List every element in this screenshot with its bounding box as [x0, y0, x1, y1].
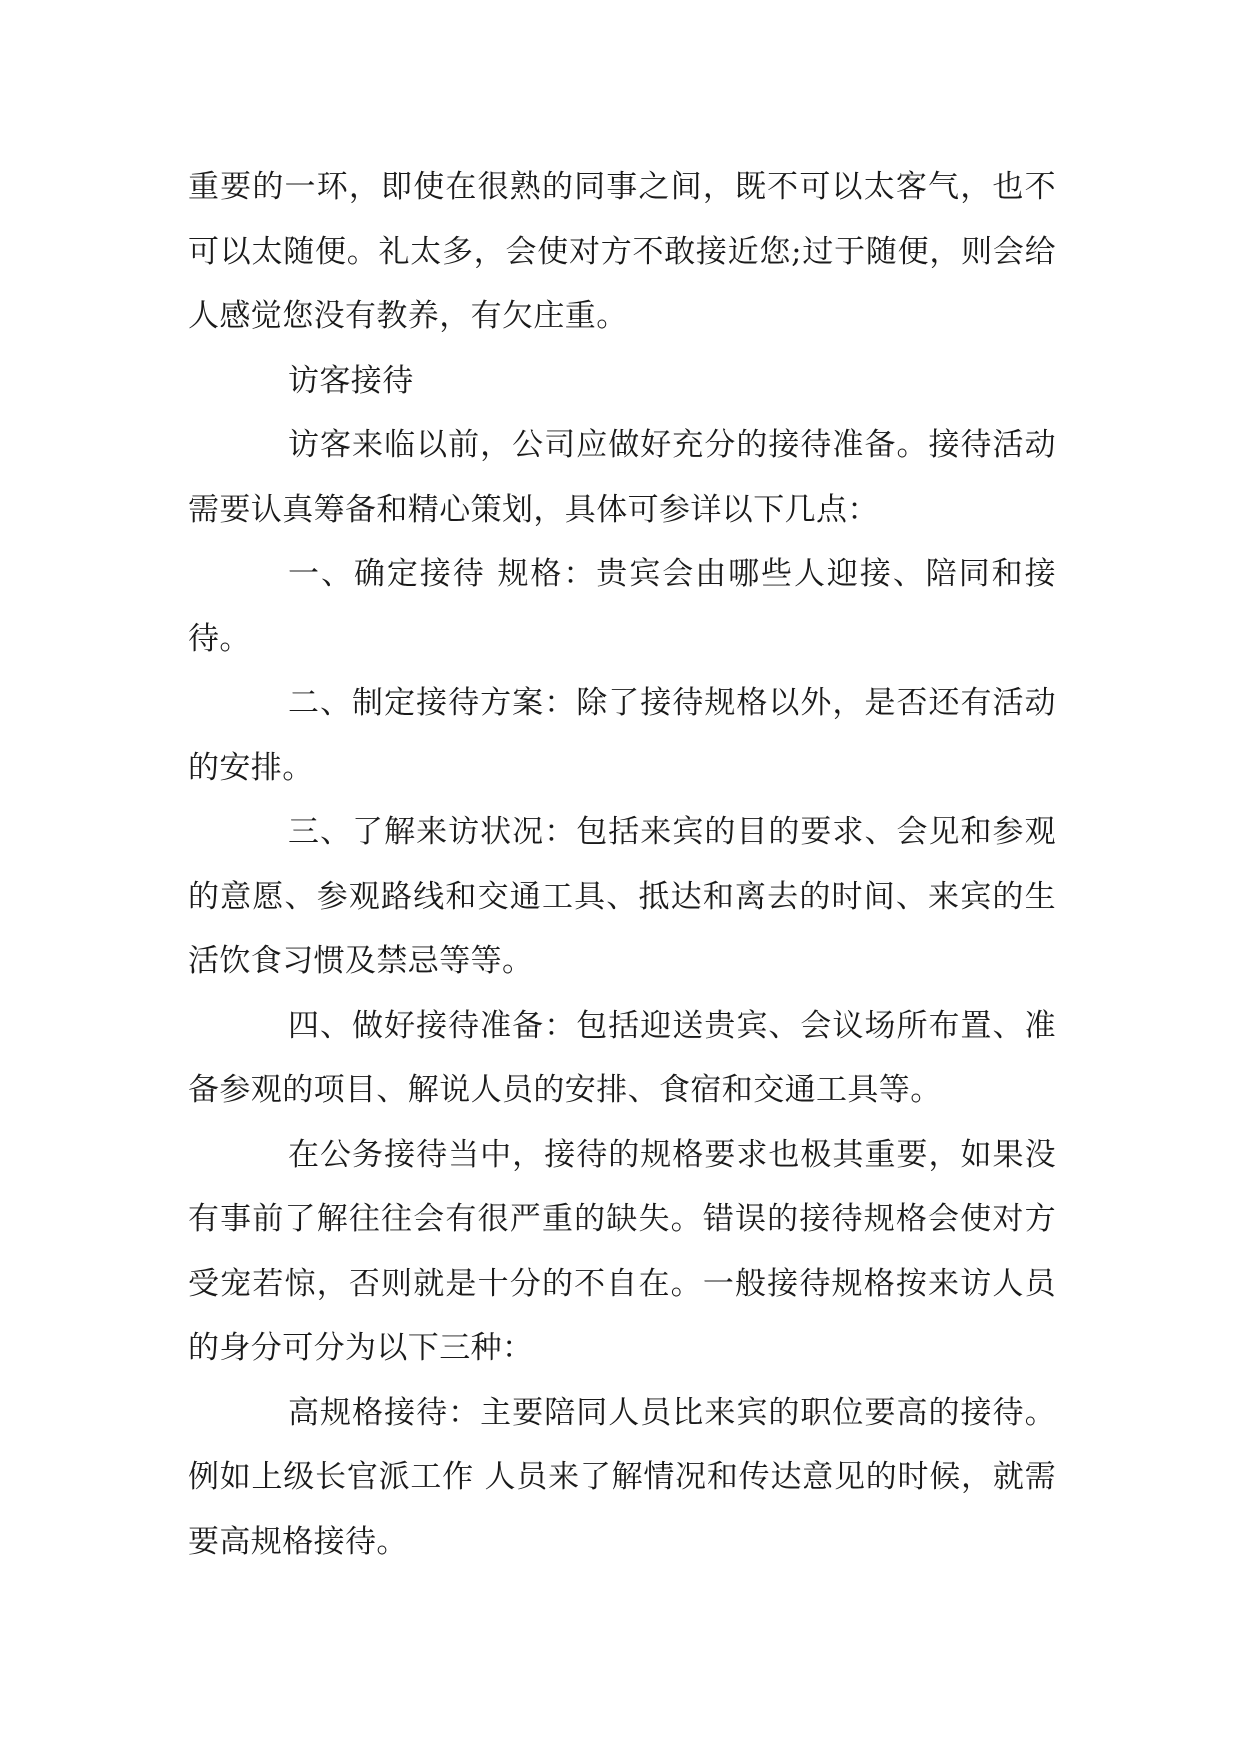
- paragraph-preparation: 访客来临以前，公司应做好充分的接待准备。接待活动需要认真筹备和精心策划，具体可参详以下几点：: [188, 427, 1056, 528]
- list-item-3: 三、了解来访状况：包括来宾的目的要求、会见和参观的意愿、参观路线和交通工具、抵达和离去的时间、来宾的生活饮食习惯及禁忌等等。: [188, 814, 1056, 979]
- list-item-1: 一、确定接待 规格：贵宾会由哪些人迎接、陪同和接待。: [188, 556, 1056, 657]
- list-item-4: 四、做好接待准备：包括迎送贵宾、会议场所布置、准备参观的项目、解说人员的安排、食宿和交通工具等。: [188, 1007, 1056, 1108]
- document-body: [188, 155, 1056, 1574]
- paragraph-high-standard-reception: 高规格接待：主要陪同人员比来宾的职位要高的接待。例如上级长官派工作 人员来了解情况和传达意见的时候，就需要高规格接待。: [188, 1394, 1056, 1560]
- section-heading-visitor-reception: 访客接待: [288, 362, 414, 399]
- paragraph-reception-standards: 在公务接待当中，接待的规格要求也极其重要，如果没有事前了解往往会有很严重的缺失。错误的接待规格会使对方受宠若惊，否则就是十分的不自在。一般接待规格按来访人员的身分可分为以下三种：: [188, 1136, 1056, 1366]
- paragraph-continuation: 重要的一环，即使在很熟的同事之间，既不可以太客气，也不可以太随便。礼太多，会使对方不敢接近您;过于随便，则会给人感觉您没有教养，有欠庄重。: [188, 169, 1056, 334]
- list-item-2: 二、制定接待方案：除了接待规格以外，是否还有活动的安排。: [188, 685, 1056, 786]
